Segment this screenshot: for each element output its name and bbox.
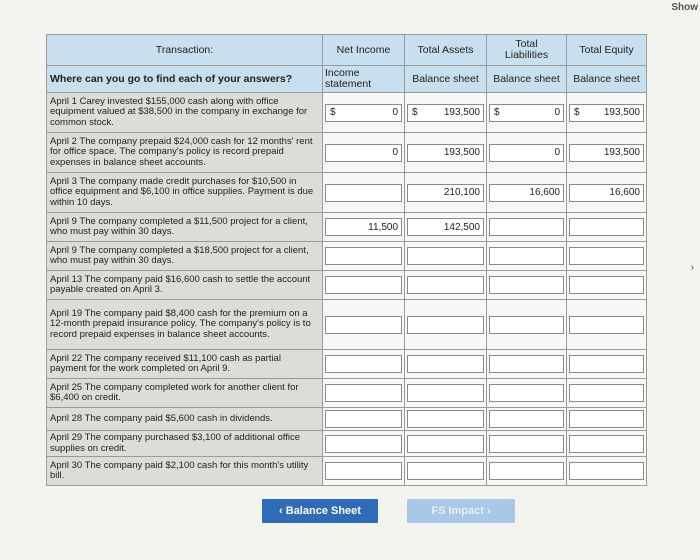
total-equity-value: 16,600	[609, 187, 640, 198]
cell-net-income	[323, 379, 405, 408]
table-row	[47, 300, 647, 350]
total-equity-input[interactable]	[569, 104, 644, 122]
cell-total-equity	[567, 300, 647, 350]
cell-total-assets	[405, 379, 487, 408]
total-assets-value: 142,500	[443, 221, 480, 233]
total-assets-input[interactable]	[407, 384, 484, 402]
total-assets-value: 210,100	[443, 187, 480, 198]
currency-symbol: $	[412, 107, 418, 118]
cell-total-equity	[567, 379, 647, 408]
total-liabilities-value: 0	[554, 107, 560, 118]
total-assets-input[interactable]	[407, 316, 484, 334]
show-link[interactable]: Show	[671, 2, 698, 13]
cell-total-equity	[567, 133, 647, 173]
net-income-input[interactable]	[325, 435, 402, 453]
cell-total-assets	[405, 93, 487, 133]
total-liabilities-input[interactable]	[489, 384, 564, 402]
total-liabilities-input[interactable]	[489, 247, 564, 265]
net-income-value: 11,500	[368, 221, 398, 233]
total-equity-input[interactable]	[569, 184, 644, 202]
balance-sheet-button[interactable]: ‹ Balance Sheet	[262, 499, 378, 523]
table-row	[47, 133, 647, 173]
cell-net-income	[323, 271, 405, 300]
net-income-value: 0	[392, 107, 398, 118]
table-row	[47, 93, 647, 133]
total-assets-input[interactable]	[407, 247, 484, 265]
table-row	[47, 213, 647, 242]
total-equity-input[interactable]	[569, 355, 644, 373]
total-liabilities-input[interactable]	[489, 462, 564, 480]
source-total-liabilities[interactable]: Balance sheet	[487, 66, 567, 93]
net-income-value: 0	[392, 147, 398, 158]
total-liabilities-value: 16,600	[529, 187, 560, 198]
cell-total-liabilities	[487, 213, 567, 242]
net-income-input[interactable]	[325, 355, 402, 373]
net-income-input[interactable]	[325, 184, 402, 202]
transaction-description: April 30 The company paid $2,100 cash for this month's utility bill.	[47, 457, 323, 486]
cell-total-liabilities	[487, 431, 567, 457]
question-label: Where can you go to find each of your answers?	[47, 66, 323, 93]
cell-total-equity	[567, 431, 647, 457]
cell-net-income	[323, 173, 405, 213]
header-total-assets: Total Assets	[405, 35, 487, 66]
total-liabilities-input[interactable]	[489, 276, 564, 294]
header-total-equity: Total Equity	[567, 35, 647, 66]
cell-net-income	[323, 213, 405, 242]
total-equity-input[interactable]	[569, 247, 644, 265]
cell-total-equity	[567, 93, 647, 133]
net-income-input[interactable]	[325, 462, 402, 480]
cell-total-assets	[405, 350, 487, 379]
total-assets-value: 193,500	[443, 107, 480, 118]
total-equity-input[interactable]	[569, 144, 644, 162]
source-net-income[interactable]: Income statement	[323, 66, 405, 93]
total-equity-value: 193,500	[603, 147, 640, 158]
currency-symbol: $	[330, 107, 336, 118]
cell-net-income	[323, 93, 405, 133]
transaction-description: April 13 The company paid $16,600 cash to settle the account payable created on April 3.	[47, 271, 323, 300]
cell-total-liabilities	[487, 93, 567, 133]
cell-total-assets	[405, 300, 487, 350]
total-assets-input[interactable]	[407, 276, 484, 294]
total-liabilities-input[interactable]	[489, 435, 564, 453]
net-income-input[interactable]	[325, 247, 402, 265]
net-income-input[interactable]	[325, 218, 402, 236]
cell-total-assets	[405, 213, 487, 242]
table-row	[47, 457, 647, 486]
transaction-description: April 22 The company received $11,100 cash as partial payment for the work completed on April 9.	[47, 350, 323, 379]
cell-net-income	[323, 242, 405, 271]
cell-total-assets	[405, 271, 487, 300]
net-income-input[interactable]	[325, 104, 402, 122]
table-row	[47, 173, 647, 213]
table-row	[47, 431, 647, 457]
cell-total-assets	[405, 457, 487, 486]
total-equity-input[interactable]	[569, 218, 644, 236]
cell-net-income	[323, 457, 405, 486]
cell-net-income	[323, 133, 405, 173]
cell-total-liabilities	[487, 133, 567, 173]
transaction-description: April 28 The company paid $5,600 cash in dividends.	[47, 408, 323, 431]
cell-total-liabilities	[487, 379, 567, 408]
total-equity-value: 193,500	[603, 107, 640, 118]
cell-total-liabilities	[487, 300, 567, 350]
cell-total-equity	[567, 242, 647, 271]
total-assets-input[interactable]	[407, 355, 484, 373]
transaction-description: April 19 The company paid $8,400 cash for the premium on a 12-month prepaid insurance policy. The company's policy is to record prepaid expenses in balance sheet accounts.	[47, 300, 323, 350]
transaction-description: April 9 The company completed a $18,500 project for a client, who must pay within 30 days.	[47, 242, 323, 271]
total-equity-input[interactable]	[569, 276, 644, 294]
total-assets-input[interactable]	[407, 410, 484, 428]
total-liabilities-input[interactable]	[489, 410, 564, 428]
net-income-input[interactable]	[325, 144, 402, 162]
net-income-input[interactable]	[325, 410, 402, 428]
table-row	[47, 271, 647, 300]
header-total-liabilities: Total Liabilities	[487, 35, 567, 66]
transaction-description: April 29 The company purchased $3,100 of additional office supplies on credit.	[47, 431, 323, 457]
net-income-input[interactable]	[325, 276, 402, 294]
transaction-description: April 1 Carey invested $155,000 cash along with office equipment valued at $38,500 in the company in exchange for common stock.	[47, 93, 323, 133]
cell-net-income	[323, 350, 405, 379]
total-liabilities-input[interactable]	[489, 218, 564, 236]
cell-total-liabilities	[487, 271, 567, 300]
cell-total-equity	[567, 213, 647, 242]
cell-total-equity	[567, 173, 647, 213]
total-assets-input[interactable]	[407, 104, 484, 122]
total-liabilities-input[interactable]	[489, 104, 564, 122]
net-income-input[interactable]	[325, 316, 402, 334]
total-assets-input[interactable]	[407, 462, 484, 480]
cell-net-income	[323, 408, 405, 431]
table-row	[47, 379, 647, 408]
cell-total-assets	[405, 173, 487, 213]
total-assets-input[interactable]	[407, 144, 484, 162]
total-assets-input[interactable]	[407, 435, 484, 453]
cell-total-liabilities	[487, 173, 567, 213]
source-total-equity[interactable]: Balance sheet	[567, 66, 647, 93]
cell-total-assets	[405, 431, 487, 457]
cell-total-liabilities	[487, 350, 567, 379]
cell-total-equity	[567, 350, 647, 379]
cell-total-assets	[405, 408, 487, 431]
transaction-description: April 25 The company completed work for another client for $6,400 on credit.	[47, 379, 323, 408]
currency-symbol: $	[494, 107, 500, 118]
total-equity-input[interactable]	[569, 435, 644, 453]
cell-net-income	[323, 300, 405, 350]
header-transaction: Transaction:	[47, 35, 323, 66]
total-liabilities-input[interactable]	[489, 184, 564, 202]
total-liabilities-value: 0	[554, 147, 560, 158]
header-net-income: Net Income	[323, 35, 405, 66]
transaction-description: April 3 The company made credit purchases for $10,500 in office equipment and $6,100 in office supplies. Payment is due within 10 days.	[47, 173, 323, 213]
total-equity-input[interactable]	[569, 384, 644, 402]
total-liabilities-input[interactable]	[489, 355, 564, 373]
total-equity-input[interactable]	[569, 316, 644, 334]
total-liabilities-input[interactable]	[489, 144, 564, 162]
table-row	[47, 350, 647, 379]
fs-impact-button[interactable]: FS Impact ›	[407, 499, 515, 523]
transaction-description: April 2 The company prepaid $24,000 cash for 12 months' rent for office space. The company's policy is record prepaid expenses in balance sheet accounts.	[47, 133, 323, 173]
cell-total-liabilities	[487, 457, 567, 486]
net-income-input[interactable]	[325, 384, 402, 402]
source-total-assets[interactable]: Balance sheet	[405, 66, 487, 93]
chevron-right-icon: ›	[690, 262, 694, 273]
cell-net-income	[323, 431, 405, 457]
currency-symbol: $	[574, 107, 580, 118]
cell-total-liabilities	[487, 408, 567, 431]
table-row	[47, 242, 647, 271]
cell-total-equity	[567, 457, 647, 486]
total-liabilities-input[interactable]	[489, 316, 564, 334]
total-assets-input[interactable]	[407, 184, 484, 202]
transaction-description: April 9 The company completed a $11,500 project for a client, who must pay within 30 days.	[47, 213, 323, 242]
total-equity-input[interactable]	[569, 462, 644, 480]
cell-total-assets	[405, 133, 487, 173]
cell-total-equity	[567, 271, 647, 300]
total-assets-input[interactable]	[407, 218, 484, 236]
cell-total-assets	[405, 242, 487, 271]
cell-total-equity	[567, 408, 647, 431]
transaction-table	[46, 34, 647, 486]
total-assets-value: 193,500	[443, 147, 480, 158]
total-equity-input[interactable]	[569, 410, 644, 428]
cell-total-liabilities	[487, 242, 567, 271]
table-row	[47, 408, 647, 431]
